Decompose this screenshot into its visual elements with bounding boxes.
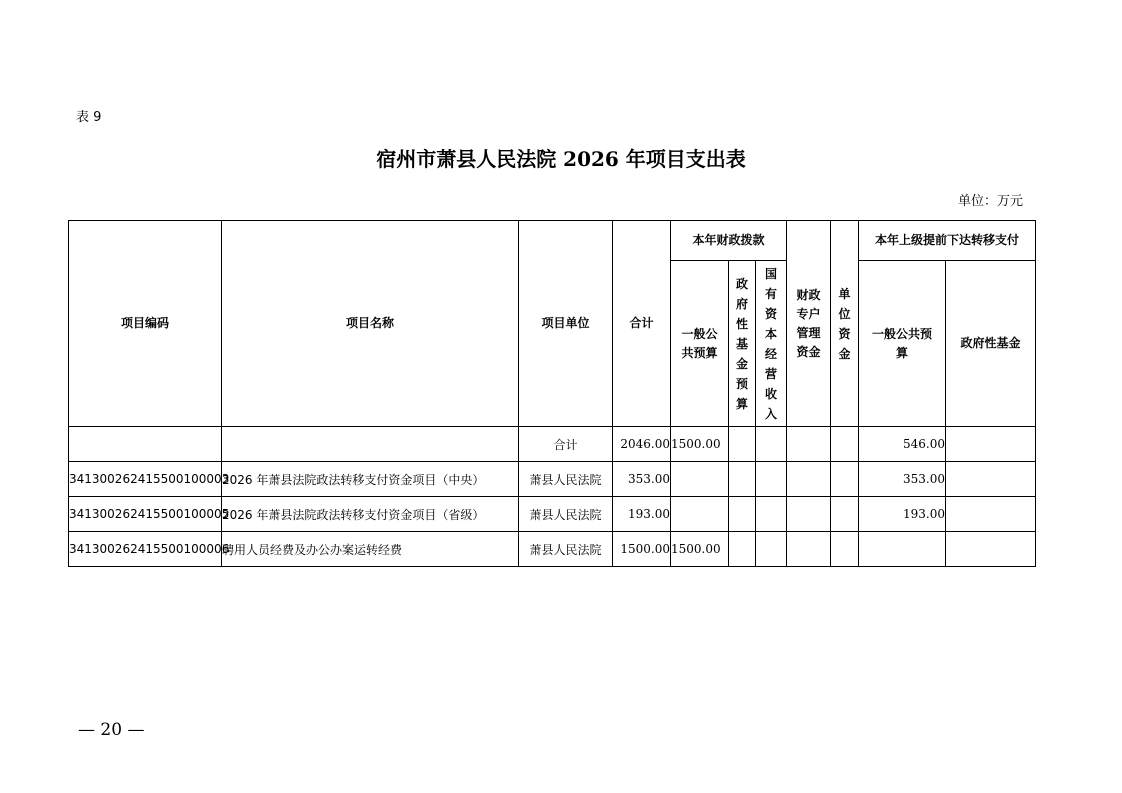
header-transfer-general-budget-label: 一般公共预算 [872, 326, 933, 360]
cell-unit: 萧县人民法院 [519, 532, 613, 567]
table-row [69, 497, 1036, 532]
cell-special-account [787, 497, 831, 532]
cell-general-budget [671, 497, 729, 532]
header-unit-fund-label: 单位资金 [838, 286, 851, 361]
cell-transfer-gov-fund [946, 497, 1036, 532]
cell-transfer-general: 193.00 [859, 497, 946, 532]
header-gov-fund-budget-label: 政府性基金预算 [735, 276, 748, 411]
header-current-year-appropriation: 本年财政拨款 [671, 221, 787, 261]
cell-gov-fund [729, 497, 756, 532]
project-expenditure-table [68, 220, 1036, 567]
cell-name: 聘用人员经费及办公办案运转经费 [222, 532, 519, 567]
cell-code: 341300262415500100003 [69, 462, 222, 497]
cell-unit: 萧县人民法院 [519, 462, 613, 497]
cell-total: 2046.00 [613, 427, 671, 462]
cell-general-budget [671, 462, 729, 497]
header-general-budget [671, 261, 729, 427]
header-special-account [787, 221, 831, 427]
cell-total: 1500.00 [613, 532, 671, 567]
table-row [69, 532, 1036, 567]
cell-unit-fund [831, 462, 859, 497]
cell-unit: 萧县人民法院 [519, 497, 613, 532]
cell-code: 341300262415500100005 [69, 497, 222, 532]
header-project-name: 项目名称 [222, 221, 519, 427]
header-transfer-gov-fund: 政府性基金 [946, 261, 1036, 427]
cell-transfer-gov-fund [946, 427, 1036, 462]
cell-transfer-gov-fund [946, 462, 1036, 497]
cell-name: 2026 年萧县法院政法转移支付资金项目（中央） [222, 462, 519, 497]
header-project-code: 项目编码 [69, 221, 222, 427]
document-title: 宿州市萧县人民法院 2026 年项目支出表 [376, 147, 746, 171]
cell-code: 341300262415500100006 [69, 532, 222, 567]
table-row [69, 462, 1036, 497]
cell-total-label: 合计 [519, 427, 613, 462]
cell-state-capital [756, 497, 787, 532]
cell-total: 193.00 [613, 497, 671, 532]
cell-state-capital [756, 427, 787, 462]
header-project-unit: 项目单位 [519, 221, 613, 427]
header-unit-fund [831, 221, 859, 427]
cell-general-budget: 1500.00 [671, 532, 729, 567]
cell-unit-fund [831, 532, 859, 567]
cell-gov-fund [729, 532, 756, 567]
cell-special-account [787, 462, 831, 497]
page-number: — 20 — [78, 720, 145, 740]
header-gov-fund-budget [729, 261, 756, 427]
header-special-account-label: 财政专户管理资金 [796, 287, 821, 359]
header-state-capital-label: 国有资本经营收入 [765, 266, 778, 421]
cell-gov-fund [729, 462, 756, 497]
cell-name: 2026 年萧县法院政法转移支付资金项目（省级） [222, 497, 519, 532]
header-total: 合计 [613, 221, 671, 427]
table-row-total [69, 427, 1036, 462]
header-state-capital [756, 261, 787, 427]
cell-transfer-general [859, 532, 946, 567]
cell-special-account [787, 532, 831, 567]
cell-transfer-gov-fund [946, 532, 1036, 567]
cell-special-account [787, 427, 831, 462]
cell-total: 353.00 [613, 462, 671, 497]
header-advance-transfer: 本年上级提前下达转移支付 [859, 221, 1036, 261]
cell-unit-fund [831, 427, 859, 462]
table-number: 表 9 [76, 110, 102, 125]
header-transfer-general-budget [859, 261, 946, 427]
cell-state-capital [756, 462, 787, 497]
unit-label: 单位：万元 [958, 194, 1024, 209]
cell-gov-fund [729, 427, 756, 462]
cell-name [222, 427, 519, 462]
cell-code [69, 427, 222, 462]
cell-general-budget: 1500.00 [671, 427, 729, 462]
cell-transfer-general: 353.00 [859, 462, 946, 497]
cell-state-capital [756, 532, 787, 567]
cell-transfer-general: 546.00 [859, 427, 946, 462]
cell-unit-fund [831, 497, 859, 532]
header-general-budget-label: 一般公共预算 [681, 326, 718, 360]
